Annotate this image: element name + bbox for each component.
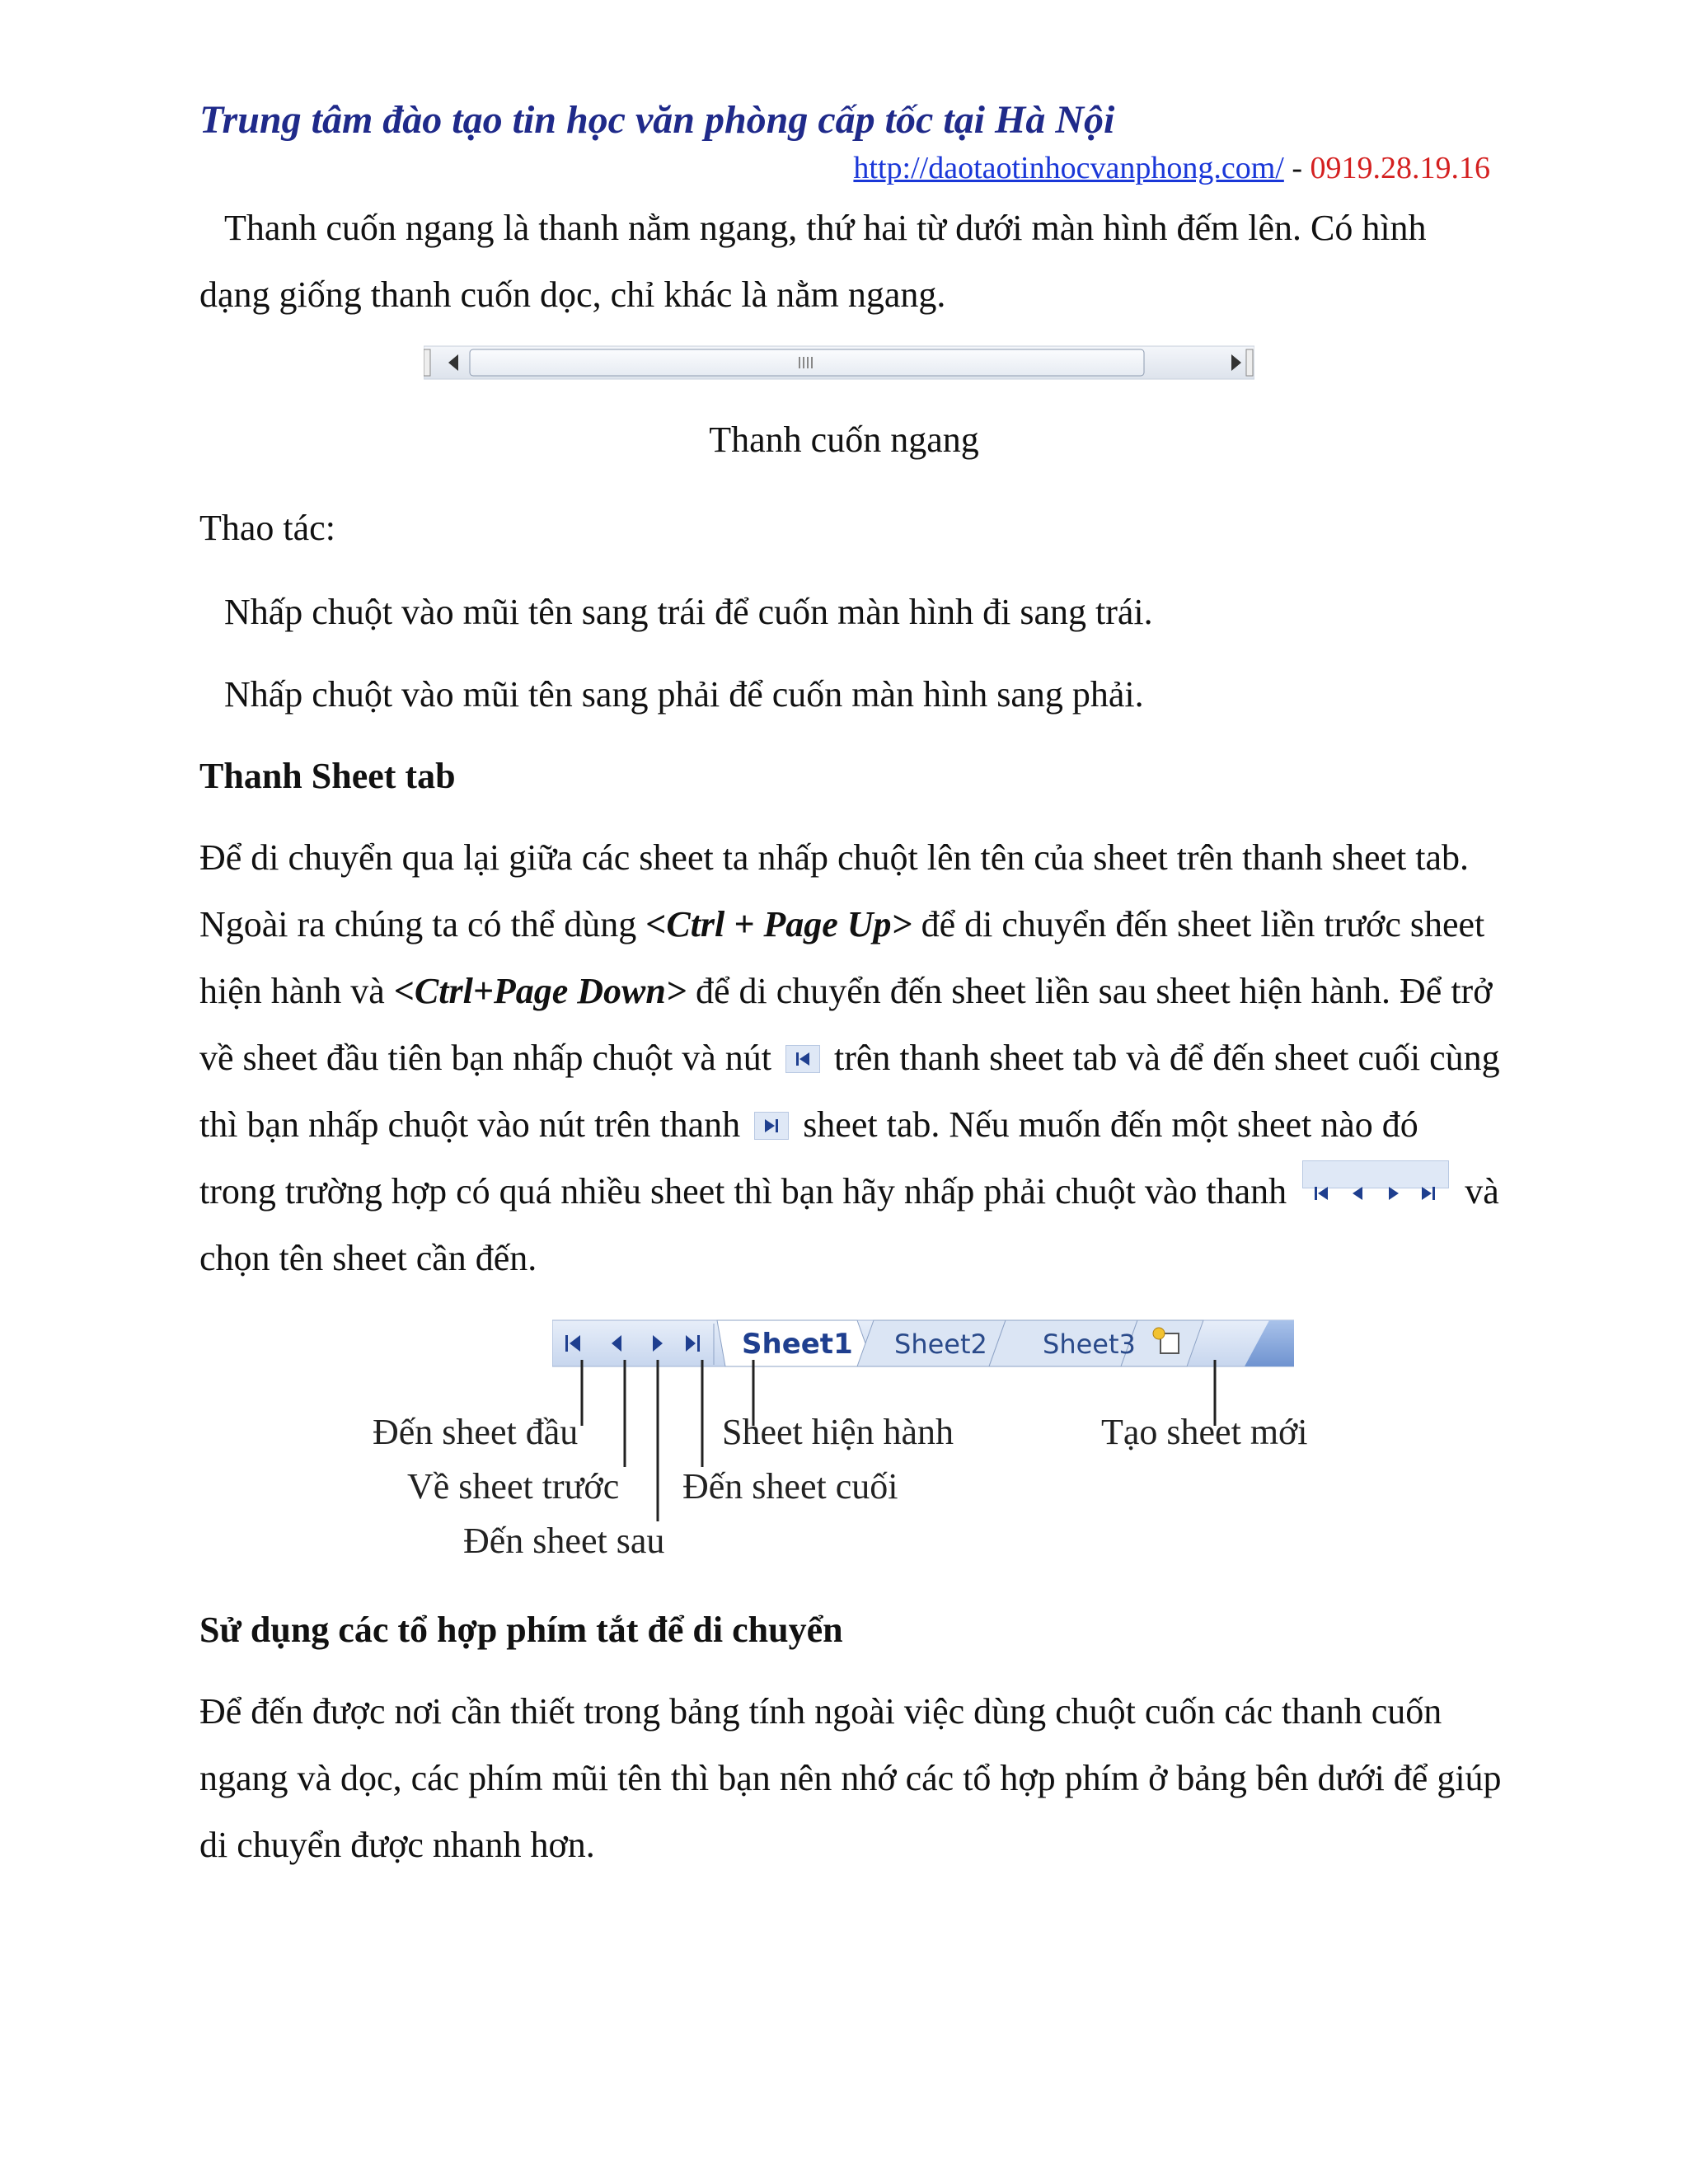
horizontal-scrollbar-image bbox=[424, 344, 1254, 381]
scrollbar-caption: Thanh cuốn ngang bbox=[709, 419, 979, 460]
tab-label-sheet3: Sheet3 bbox=[1043, 1329, 1136, 1360]
thao-tac-label: Thao tác: bbox=[199, 508, 335, 548]
sheet-tab-heading: Thanh Sheet tab bbox=[199, 756, 456, 796]
label-prev-sheet: Về sheet trước bbox=[407, 1466, 620, 1507]
tab-label-sheet1: Sheet1 bbox=[742, 1328, 853, 1361]
website-link[interactable]: http://daotaotinhocvanphong.com/ bbox=[853, 151, 1284, 185]
contact-separator: - bbox=[1283, 151, 1311, 185]
label-next-sheet: Đến sheet sau bbox=[463, 1521, 665, 1561]
header-contact bbox=[853, 150, 1490, 186]
intro-paragraph bbox=[199, 194, 1502, 328]
last-sheet-icon bbox=[754, 1112, 789, 1140]
shortcut-ctrl-pagedown: <Ctrl+Page Down> bbox=[393, 971, 687, 1011]
tab-navigation-icons bbox=[1302, 1160, 1449, 1188]
step-item: Nhấp chuột vào mũi tên sang phải để cuốn màn hình sang phải. bbox=[224, 674, 1144, 715]
tab-label-sheet2: Sheet2 bbox=[894, 1329, 987, 1360]
label-last-sheet: Đến sheet cuối bbox=[682, 1466, 898, 1507]
label-first-sheet: Đến sheet đầu bbox=[373, 1412, 579, 1452]
shortcut-ctrl-pageup: <Ctrl + Page Up> bbox=[645, 904, 912, 944]
step-item: Nhấp chuột vào mũi tên sang trái để cuốn màn hình đi sang trái. bbox=[224, 592, 1153, 632]
shortcut-paragraph: Để đến được nơi cần thiết trong bảng tính ngoài việc dùng chuột cuốn các thanh cuốn ngang và dọc, các phím mũi tên thì bạn nên nhớ các tổ hợp phím ở bảng bên dưới để giúp di chuyển được nhanh hơn. bbox=[199, 1691, 1502, 1865]
shortcut-heading: Sử dụng các tổ hợp phím tắt để di chuyển bbox=[199, 1610, 843, 1650]
intro-text: Thanh cuốn ngang là thanh nằm ngang, thứ hai từ dưới màn hình đếm lên. Có hình dạng giống thanh cuốn dọc, chỉ khác là nằm ngang. bbox=[199, 208, 1427, 315]
label-new-sheet: Tạo sheet mới bbox=[1101, 1412, 1308, 1452]
first-sheet-icon bbox=[785, 1045, 820, 1073]
label-current-sheet: Sheet hiện hành bbox=[722, 1412, 954, 1452]
sheet-tab-paragraph: Để di chuyển qua lại giữa các sheet ta nhấp chuột lên tên của sheet trên thanh sheet tab. Ngoài ra chúng ta có thể dùng <Ctrl + Page Up> để di chuyển đến sheet liền trước sheet hiện hành và <Ctrl+Page Down> để di chuyển đến sheet liền sau sheet hiện hành. Để trở về sheet đầu tiên bạn nhấp chuột và nút trên thanh sheet tab và để đến sheet cuối cùng thì bạn nhấp chuột vào nút trên thanh sheet tab. Nếu muốn đến một sheet nào đó trong trường hợp có quá nhiều sheet thì bạn hãy nhấp phải chuột vào thanh và chọn tên sheet cần đến. bbox=[199, 837, 1500, 1278]
phone-number: 0919.28.19.16 bbox=[1310, 151, 1490, 185]
header-title: Trung tâm đào tạo tin học văn phòng cấp tốc tại Hà Nội bbox=[199, 98, 1115, 142]
